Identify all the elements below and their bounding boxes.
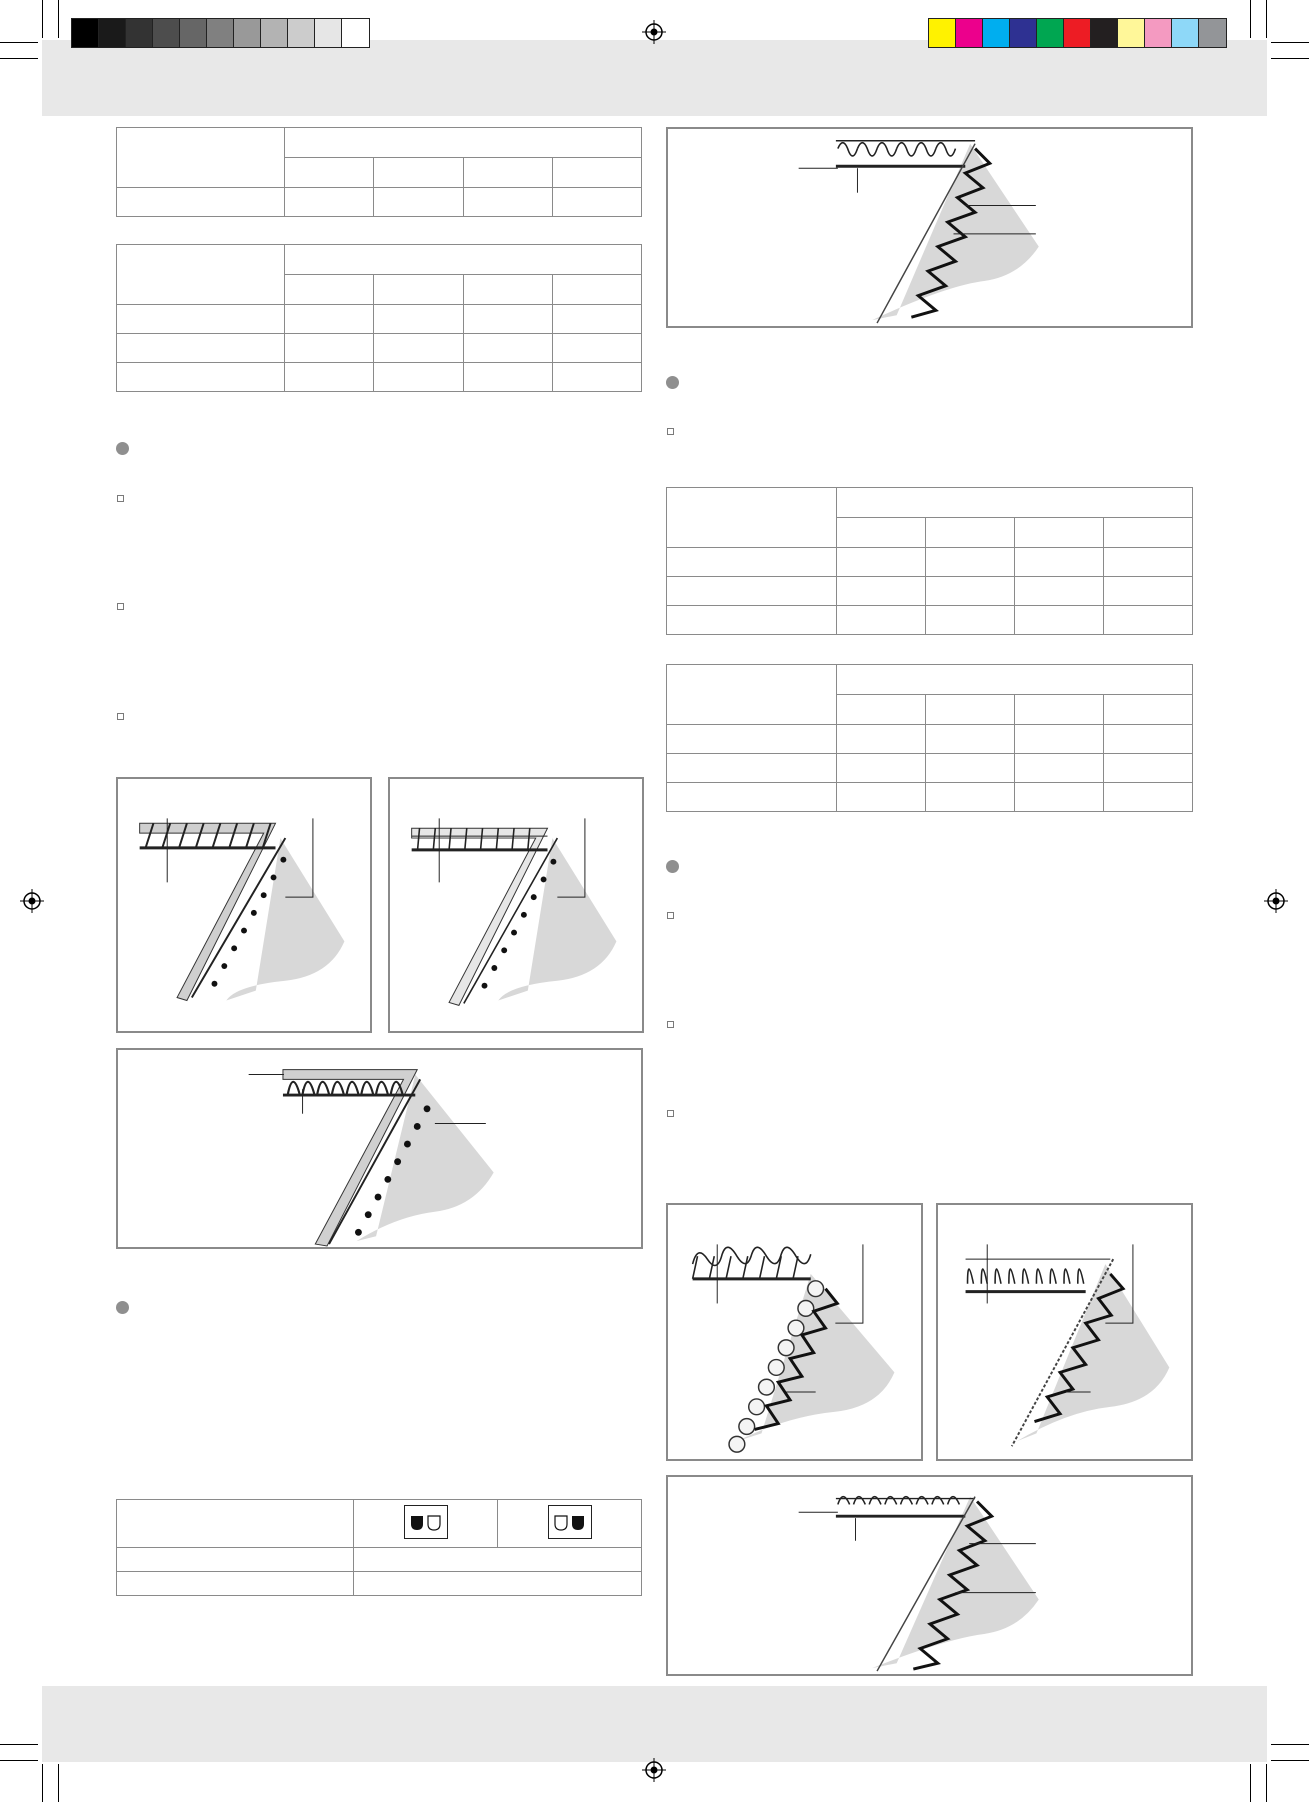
table-cell — [926, 695, 1015, 725]
table-row — [667, 577, 1193, 606]
color-swatch — [1199, 19, 1226, 47]
table-row — [667, 754, 1193, 783]
section-bullet-icon — [116, 1301, 129, 1314]
table-cell — [498, 1500, 642, 1548]
section-bullet-icon — [116, 442, 129, 455]
crop-mark — [1250, 1764, 1251, 1802]
table-row — [117, 1572, 642, 1596]
grayscale-swatch — [72, 19, 99, 47]
stitch-diagram-d — [666, 127, 1193, 328]
stitch-diagram-f — [936, 1203, 1193, 1461]
table-cell — [285, 245, 642, 275]
list-item-checkbox-icon — [667, 1110, 674, 1117]
table-cell — [354, 1500, 498, 1548]
table-row — [117, 1548, 642, 1572]
table-cell — [667, 665, 837, 725]
table-cell — [1104, 695, 1193, 725]
overlock-stitch-illustration-icon — [668, 129, 1191, 326]
table-row — [117, 363, 642, 392]
stitch-diagram-g — [666, 1475, 1193, 1676]
grayscale-swatch — [180, 19, 207, 47]
grayscale-swatch — [342, 19, 369, 47]
grayscale-swatch — [207, 19, 234, 47]
crop-mark — [42, 1764, 43, 1802]
footer-band — [42, 1686, 1267, 1762]
stitch-diagram-c — [116, 1048, 643, 1249]
overlock-stitch-illustration-icon — [390, 779, 642, 1031]
crop-mark — [0, 42, 38, 43]
table-cell — [374, 275, 463, 305]
needle-selector-table — [116, 1499, 642, 1596]
table-cell — [117, 128, 285, 188]
table-cell — [1104, 518, 1193, 548]
list-item-checkbox-icon — [667, 428, 674, 435]
table-cell — [285, 158, 374, 188]
grayscale-swatch — [261, 19, 288, 47]
list-item-checkbox-icon — [117, 713, 124, 720]
color-swatch — [1145, 19, 1172, 47]
table-row — [117, 305, 642, 334]
table-cell — [552, 275, 641, 305]
grayscale-swatch — [126, 19, 153, 47]
color-swatch — [1064, 19, 1091, 47]
color-swatch — [983, 19, 1010, 47]
crop-mark — [1271, 1744, 1309, 1745]
table-cell — [926, 518, 1015, 548]
grayscale-swatch — [99, 19, 126, 47]
grayscale-swatch — [315, 19, 342, 47]
table-row — [117, 188, 642, 217]
stitch-diagram-a — [116, 777, 372, 1033]
crop-mark — [42, 0, 43, 38]
table-cell — [1015, 518, 1104, 548]
table-cell — [117, 1500, 354, 1548]
registration-mark-icon — [642, 20, 666, 44]
color-swatch — [1118, 19, 1145, 47]
crop-mark — [0, 58, 38, 59]
settings-table-3 — [666, 487, 1193, 635]
list-item-checkbox-icon — [117, 603, 124, 610]
table-cell — [285, 275, 374, 305]
color-swatch — [1010, 19, 1037, 47]
settings-table-2 — [116, 244, 642, 392]
registration-mark-icon — [1264, 889, 1288, 913]
settings-table-4 — [666, 664, 1193, 812]
color-calibration-bar — [928, 18, 1227, 48]
crop-mark — [1250, 0, 1251, 38]
color-swatch — [1037, 19, 1064, 47]
list-item-checkbox-icon — [667, 1021, 674, 1028]
table-row — [667, 548, 1193, 577]
table-cell — [667, 488, 837, 548]
table-cell — [837, 488, 1193, 518]
crop-mark — [0, 1744, 38, 1745]
crop-mark — [1271, 1760, 1309, 1761]
table-row — [117, 334, 642, 363]
list-item-checkbox-icon — [117, 495, 124, 502]
table-cell — [463, 158, 552, 188]
grayscale-swatch — [153, 19, 180, 47]
overlock-stitch-illustration-icon — [118, 779, 370, 1031]
table-cell — [837, 695, 926, 725]
table-cell — [374, 158, 463, 188]
grayscale-swatch — [234, 19, 261, 47]
crop-mark — [0, 1760, 38, 1761]
registration-mark-icon — [642, 1758, 666, 1782]
table-cell — [837, 665, 1193, 695]
color-swatch — [1172, 19, 1199, 47]
crop-mark — [1266, 0, 1267, 38]
table-cell — [285, 128, 642, 158]
table-cell — [1015, 695, 1104, 725]
section-bullet-icon — [666, 376, 679, 389]
crop-mark — [1266, 1764, 1267, 1802]
crop-mark — [58, 1764, 59, 1802]
registration-mark-icon — [20, 889, 44, 913]
table-row — [667, 725, 1193, 754]
table-cell — [552, 158, 641, 188]
color-swatch — [1091, 19, 1118, 47]
table-cell — [117, 245, 285, 305]
list-item-checkbox-icon — [667, 912, 674, 919]
stitch-diagram-b — [388, 777, 644, 1033]
table-cell — [837, 518, 926, 548]
table-row — [667, 606, 1193, 635]
grayscale-calibration-bar — [71, 18, 370, 48]
right-needle-icon — [548, 1505, 592, 1539]
color-swatch — [929, 19, 956, 47]
grayscale-swatch — [288, 19, 315, 47]
overlock-stitch-illustration-icon — [118, 1050, 641, 1247]
header-band — [42, 40, 1267, 116]
table-row — [667, 783, 1193, 812]
overlock-stitch-illustration-icon — [668, 1477, 1191, 1674]
crop-mark — [1271, 58, 1309, 59]
settings-table-1 — [116, 127, 642, 217]
crop-mark — [1271, 42, 1309, 43]
table-cell — [463, 275, 552, 305]
color-swatch — [956, 19, 983, 47]
section-bullet-icon — [666, 860, 679, 873]
stitch-diagram-e — [666, 1203, 923, 1461]
overlock-stitch-illustration-icon — [938, 1205, 1191, 1459]
crop-mark — [58, 0, 59, 38]
overlock-stitch-illustration-icon — [668, 1205, 921, 1459]
left-needle-icon — [404, 1505, 448, 1539]
